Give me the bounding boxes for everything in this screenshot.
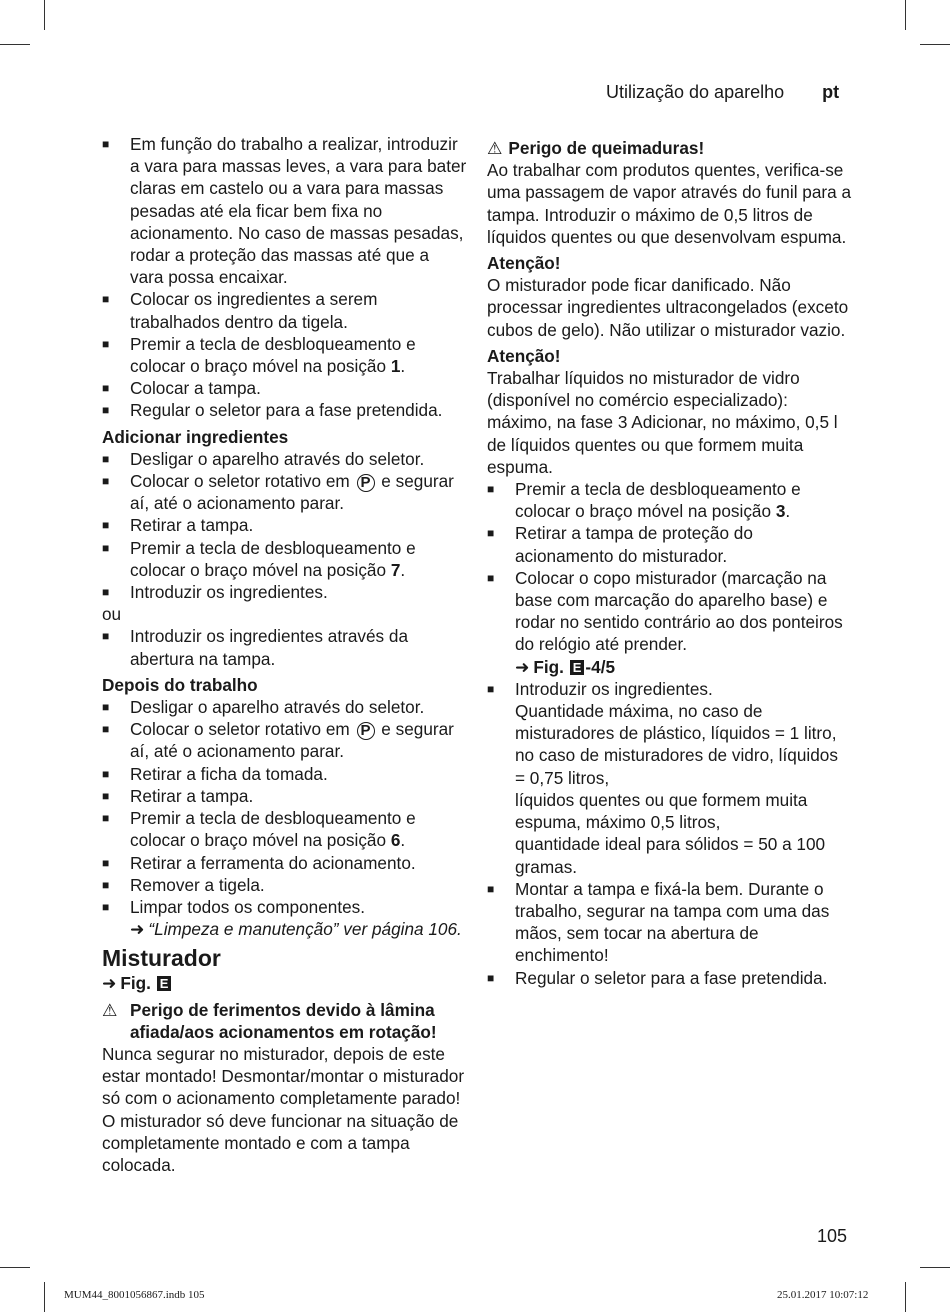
list-item: ■ Colocar o copo misturador (marcação na base com marcação do aparelho base) e rodar no sentido contrário ao dos ponteiros do relógio até prender. ➜ Fig. E -4/5 <box>487 567 852 678</box>
list-item: ■ Retirar a ferramenta do acionamento. <box>102 852 467 874</box>
list-item: ■ Colocar o seletor rotativo em P e segurar aí, até o acionamento parar. <box>102 718 467 762</box>
figure-letter-badge: E <box>570 660 585 675</box>
cross-reference: “Limpeza e manutenção” ver página 106. <box>148 919 462 940</box>
list-item: ■ Premir a tecla de desbloqueamento e colocar o braço móvel na posição 3. <box>487 478 852 522</box>
warning-triangle-icon: ⚠ <box>102 999 118 1020</box>
crop-mark <box>905 0 906 30</box>
list-item: ■ Em função do trabalho a realizar, introduzir a vara para massas leves, a vara para bater claras em castelo ou a vara para massas pesadas até ela ficar bem fixa no acionamento. No caso de massas pesadas, rodar a proteção das massas até que a vara possa encaixar. <box>102 133 467 288</box>
list-item: ■ Retirar a tampa. <box>102 514 467 536</box>
list-item: ■ Regular o seletor para a fase pretendida. <box>487 967 852 989</box>
list-item: ■ Retirar a tampa. <box>102 785 467 807</box>
crop-mark <box>920 1267 950 1268</box>
list-item: ■ Introduzir os ingredientes. Quantidade máxima, no caso de misturadores de plástico, líquidos = 1 litro, no caso de misturadores de vidro, líquidos = 0,75 litros, líquidos quentes ou que formem muita espuma, máximo 0,5 litros, quantidade ideal para sólidos = 50 a 100 gramas. <box>487 678 852 878</box>
footer-file-info: MUM44_8001056867.indb 105 <box>64 1289 205 1301</box>
arrow-right-icon: ➜ <box>102 973 117 994</box>
page-header <box>606 82 839 103</box>
section-heading: Adicionar ingredientes <box>102 426 289 447</box>
figure-reference: ➜ Fig. E <box>102 972 467 994</box>
crop-mark <box>920 44 950 45</box>
crop-mark <box>44 0 45 30</box>
list-item: ■ Colocar os ingredientes a serem trabalhados dentro da tigela. <box>102 288 467 332</box>
right-column <box>487 133 852 989</box>
list-item: ■ Remover a tigela. <box>102 874 467 896</box>
list-item: ■ Retirar a ficha da tomada. <box>102 763 467 785</box>
list-item: ■ Introduzir os ingredientes através da abertura na tampa. <box>102 625 467 669</box>
list-item: ■ Montar a tampa e fixá-la bem. Durante o trabalho, segurar na tampa com uma das mãos, sem tocar na abertura de enchimento! <box>487 878 852 967</box>
arrow-right-icon: ➜ <box>515 656 530 677</box>
crop-mark <box>44 1282 45 1312</box>
section-title: Utilização do aparelho <box>606 82 785 102</box>
pulse-symbol-icon: P <box>357 722 375 740</box>
or-text: ou <box>102 604 122 625</box>
language-code: pt <box>822 82 840 102</box>
crop-mark <box>0 44 30 45</box>
figure-reference: ➜ Fig. E -4/5 <box>515 656 616 677</box>
footer-timestamp: 25.01.2017 10:07:12 <box>777 1289 869 1301</box>
list-item: ■ Premir a tecla de desbloqueamento e colocar o braço móvel na posição 1. <box>102 333 467 377</box>
warning-text: Nunca segurar no misturador, depois de este estar montado! Desmontar/montar o misturador só com o acionamento completamente parado! O misturador só deve funcionar na situação de completamente montado e com a tampa colocada. <box>102 1043 465 1175</box>
warning-heading: ⚠ Perigo de ferimentos devido à lâmina afiada/aos acionamentos em rotação! <box>102 999 437 1042</box>
attention-heading: Atenção! <box>487 345 561 366</box>
list-item: ■ Retirar a tampa de proteção do acionamento do misturador. <box>487 522 852 566</box>
list-item: ■ Limpar todos os componentes. ➜ “Limpeza e manutenção” ver página 106. <box>102 896 467 940</box>
list-item: ■ Colocar o seletor rotativo em P e segurar aí, até o acionamento parar. <box>102 470 467 514</box>
warning-triangle-icon: ⚠ <box>487 138 503 158</box>
warning-heading: ⚠ Perigo de queimaduras! <box>487 138 705 158</box>
list-item: ■ Desligar o aparelho através do seletor. <box>102 448 467 470</box>
arrow-right-icon: ➜ <box>130 919 145 940</box>
crop-mark <box>0 1267 30 1268</box>
list-item: ■ Regular o seletor para a fase pretendida. <box>102 399 467 421</box>
list-item: ■ Introduzir os ingredientes. <box>102 581 467 603</box>
warning-text: Ao trabalhar com produtos quentes, verifica-se uma passagem de vapor através do funil para a tampa. Introduzir o máximo de 0,5 litros de líquidos quentes ou que desenvolvam espuma. <box>487 160 852 247</box>
crop-mark <box>905 1282 906 1312</box>
list-item: ■ Premir a tecla de desbloqueamento e colocar o braço móvel na posição 6. <box>102 807 467 851</box>
pulse-symbol-icon: P <box>357 474 375 492</box>
attention-text: O misturador pode ficar danificado. Não processar ingredientes ultracongelados (exceto cubos de gelo). Não utilizar o misturador vazio. <box>487 275 849 340</box>
page-number: 105 <box>817 1226 848 1246</box>
figure-letter-badge: E <box>157 976 172 991</box>
left-column <box>102 133 467 1176</box>
list-item: ■ Colocar a tampa. <box>102 377 467 399</box>
attention-heading: Atenção! <box>487 253 561 274</box>
list-item: ■ Premir a tecla de desbloqueamento e colocar o braço móvel na posição 7. <box>102 537 467 581</box>
section-title-mixer: Misturador <box>102 945 221 972</box>
section-heading: Depois do trabalho <box>102 674 258 695</box>
list-item: ■ Desligar o aparelho através do seletor. <box>102 696 467 718</box>
attention-text: Trabalhar líquidos no misturador de vidro (disponível no comércio especializado): máximo, na fase 3 Adicionar, no máximo, 0,5 l de líquidos quentes ou que formem muita espuma. <box>487 368 838 477</box>
